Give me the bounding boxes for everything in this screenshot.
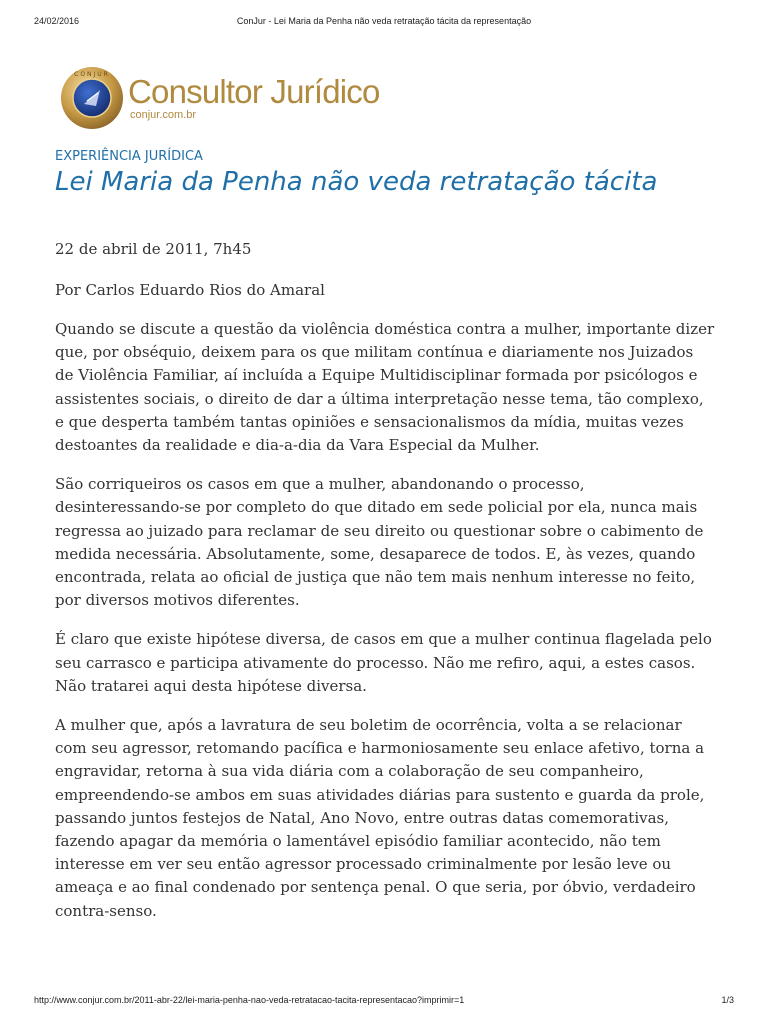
paragraph: Quando se discute a questão da violência doméstica contra a mulher, importante dizer que, por obséquio, deixem para os que militam contínua e diariamente nos Juizados de Violência Familiar, aí incluída a Equipe Multidisciplinar formada por psicólogos e assistentes sociais, o direito de dar a última interpretação nesse tema, tão complexo, e que desperta também tantas opiniões e sensacionalismos da mídia, muitas vezes destoantes da realidade e dia-a-dia da Vara Especial da Mulher. [55, 320, 715, 455]
logo-url: conjur.com.br [130, 109, 197, 121]
print-header [0, 16, 768, 30]
article-body [55, 318, 715, 939]
paragraph: A mulher que, após a lavratura de seu boletim de ocorrência, volta a se relacionar com seu agressor, retomando pacífica e harmoniosamente seu enlace afetivo, torna a engravidar, retorna à sua vida diária com a colaboração de seu companheiro, empreendendo-se ambos em suas atividades diárias para sustento e guarda da prole, passando juntos festejos de Natal, Ano Novo, entre outras datas comemorativas, fazendo apagar da memória o lamentável episódio familiar acontecido, não tem interesse em ver seu então agressor processado criminalmente por lesão leve ou ameaça e ao final condenado por sentença penal. O que seria, por óbvio, verdadeiro contra-senso. [55, 716, 705, 920]
emblem-letters: CONJUR [74, 71, 110, 78]
conjur-logo[interactable] [60, 66, 380, 130]
paragraph: São corriqueiros os casos em que a mulher, abandonando o processo, desinteressando-se por completo do que ditado em sede policial por ela, nunca mais regressa ao juizado para reclamar de seu direito ou questionar sobre o cabimento de medida necessária. Absolutamente, some, desaparece de todos. E, às vezes, quando encontrada, relata ao oficial de justiça que não tem mais nenhum interesse no feito, por diversos motivos diferentes. [55, 475, 704, 610]
section-label[interactable]: EXPERIÊNCIA JURÍDICA [55, 149, 203, 164]
logo-name: Consultor Jurídico [128, 73, 380, 110]
paragraph: É claro que existe hipótese diversa, de casos em que a mulher continua flagelada pelo seu carrasco e participa ativamente do processo. Não me refiro, aqui, a estes casos. Não tratarei aqui desta hipótese diversa. [55, 630, 712, 695]
conjur-emblem-icon [60, 66, 124, 130]
print-date: 24/02/2016 [34, 16, 80, 26]
article-title: Lei Maria da Penha não veda retratação tácita [55, 167, 658, 197]
article-byline: Por Carlos Eduardo Rios do Amaral [55, 281, 325, 299]
print-page-title: ConJur - Lei Maria da Penha não veda retratação tácita da representação [236, 16, 532, 26]
print-url: http://www.conjur.com.br/2011-abr-22/lei-maria-penha-nao-veda-retratacao-tacita-representacao?imprimir=1 [34, 995, 465, 1005]
article-date: 22 de abril de 2011, 7h45 [55, 240, 252, 258]
print-footer [0, 995, 768, 1009]
page-number: 1/3 [721, 995, 734, 1005]
